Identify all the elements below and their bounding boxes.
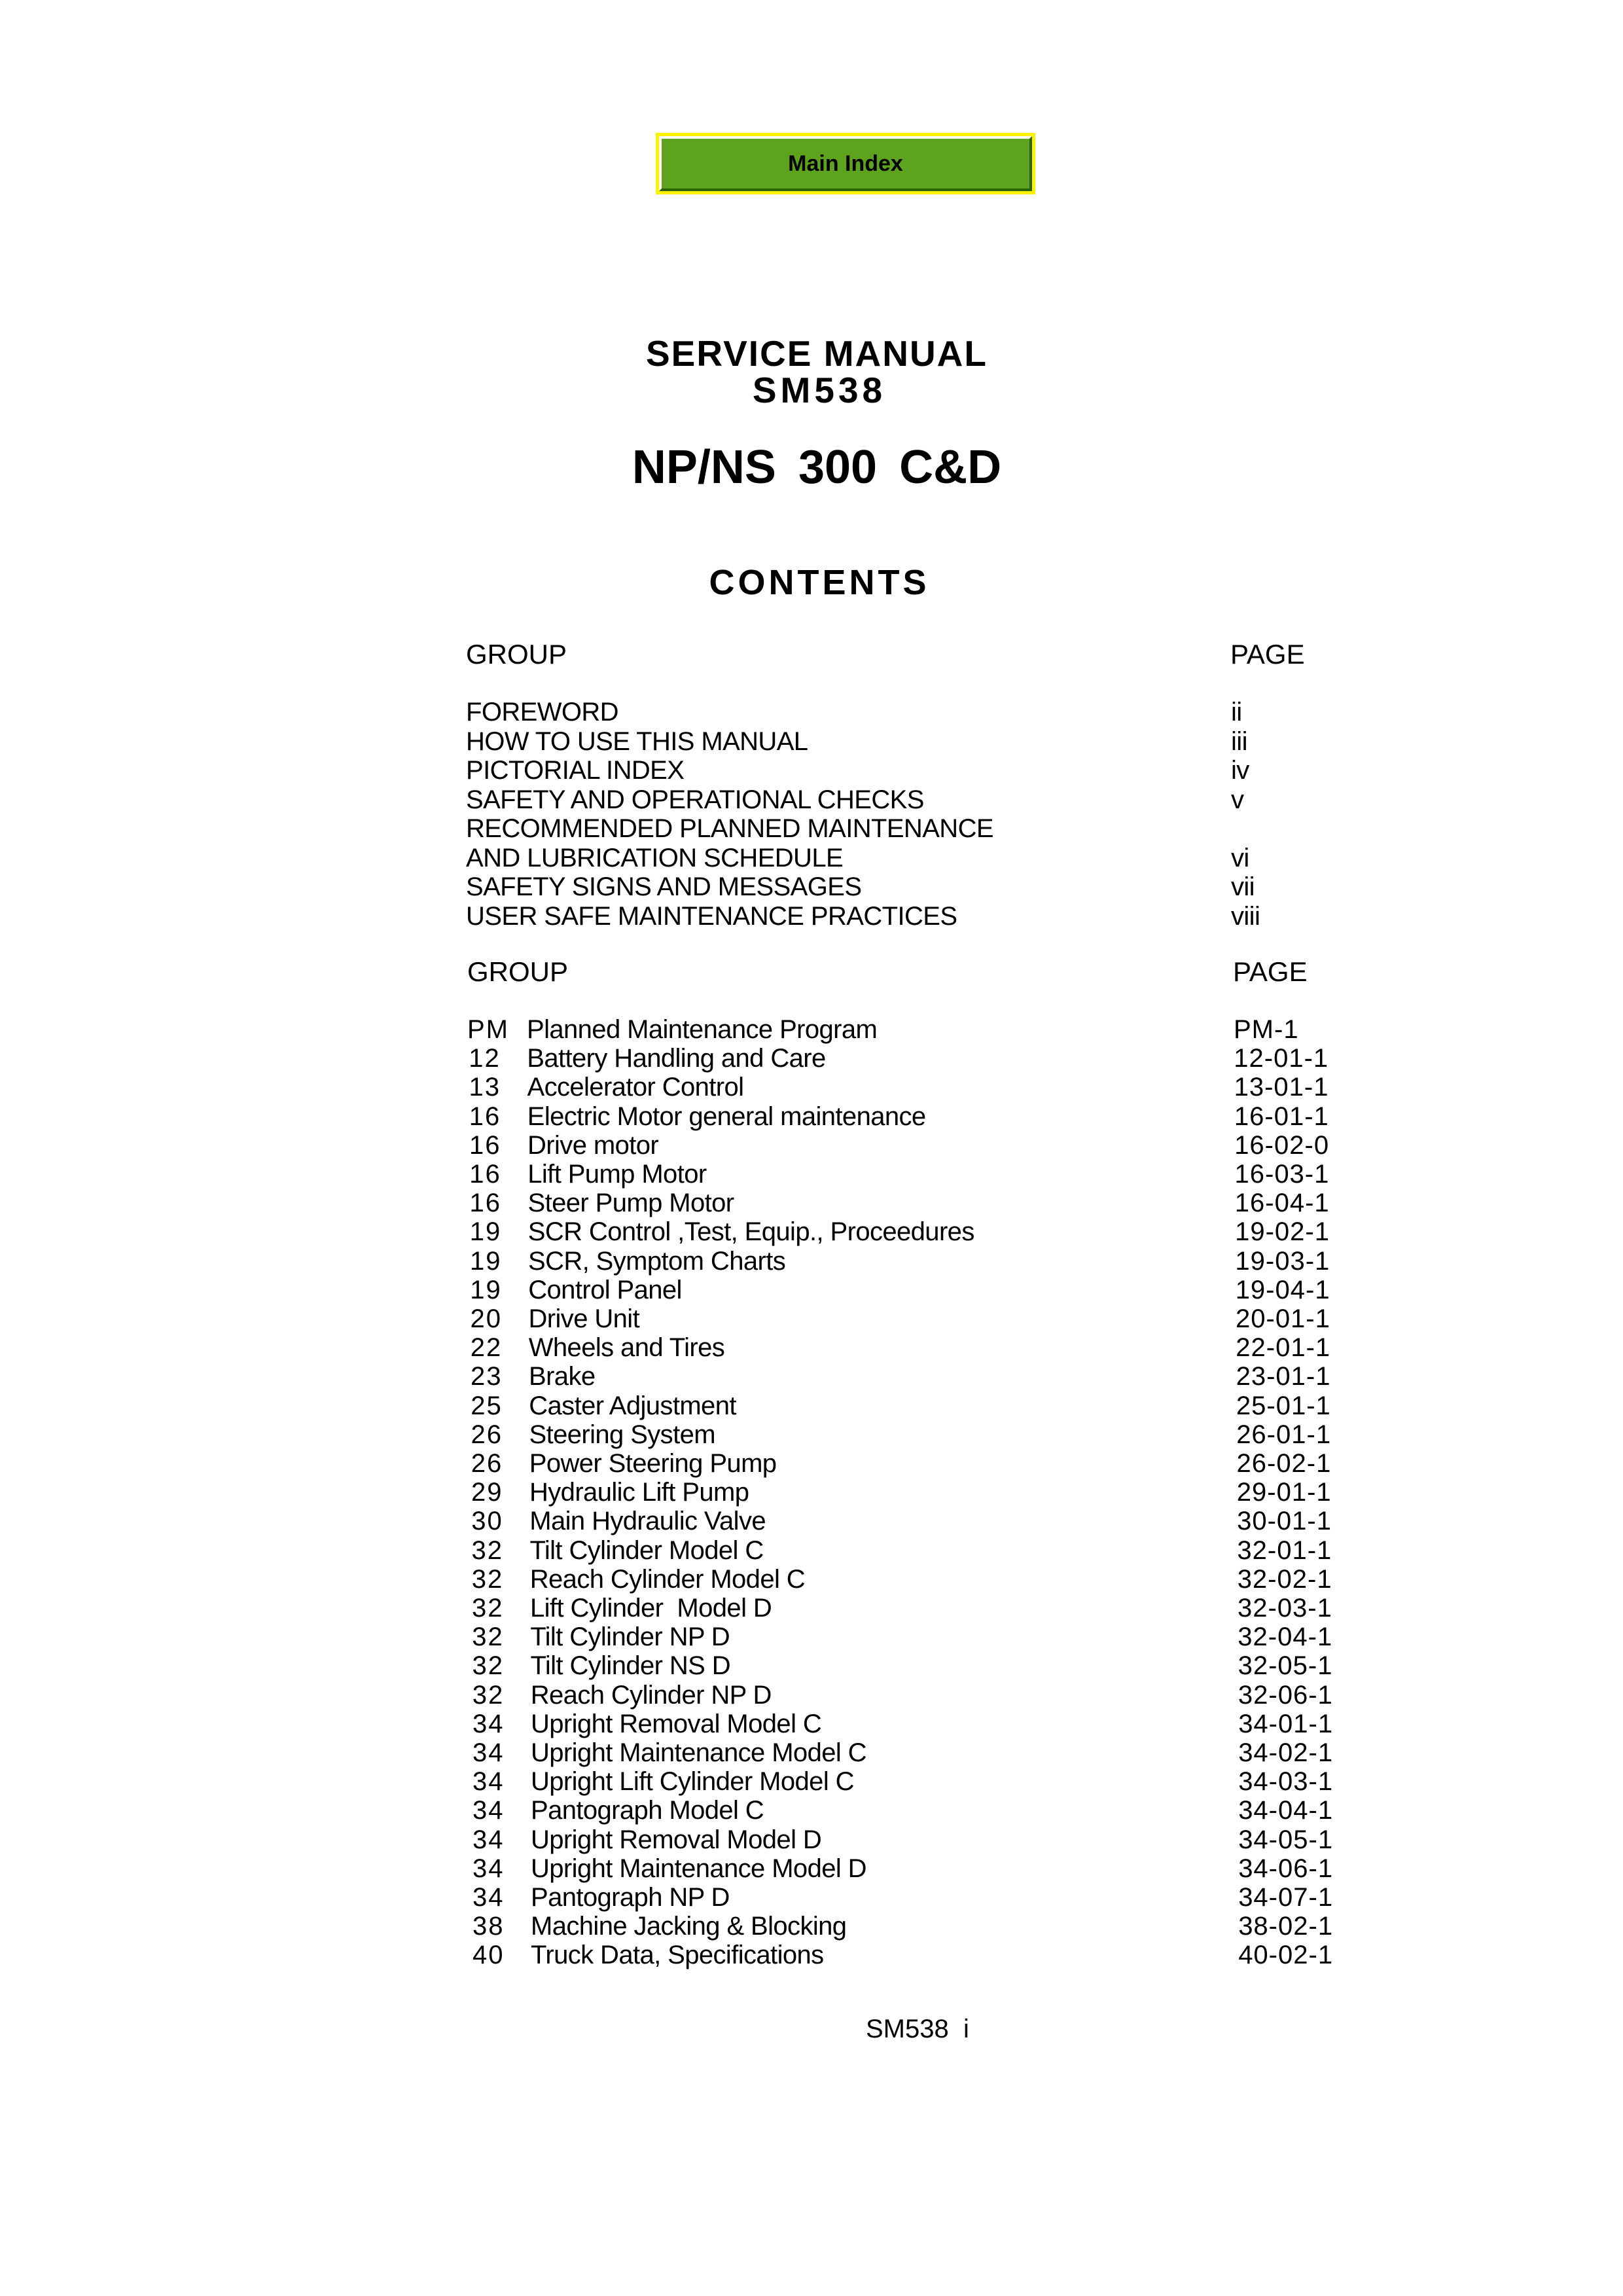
group-number: 25 [471,1391,503,1420]
group-number: 34 [473,1854,505,1883]
group-title: Reach Cylinder NP D [530,1680,772,1710]
front-matter-page: iii [1231,726,1247,756]
front-matter-page: v [1231,785,1244,814]
main-index-button[interactable] [659,136,1032,191]
group-number: 32 [472,1651,504,1681]
group-number: 16 [469,1102,501,1131]
group-title: Pantograph NP D [531,1883,730,1912]
group-page: 32-04-1 [1238,1623,1333,1652]
group-number: 13 [469,1073,501,1102]
group-title: Control Panel [528,1275,682,1304]
group-title: Pantograph Model C [531,1796,764,1825]
group-title: Hydraulic Lift Pump [529,1478,749,1507]
group-title: Upright Lift Cylinder Model C [531,1767,854,1797]
group-page: 26-01-1 [1236,1420,1332,1449]
group-number: 34 [473,1796,505,1825]
group-number: 32 [472,1594,504,1623]
group-page: 34-07-1 [1238,1883,1334,1912]
group-page: 19-03-1 [1235,1246,1330,1276]
group-page: 34-03-1 [1238,1767,1334,1797]
front-matter-title: SAFETY AND OPERATIONAL CHECKS [466,785,924,814]
group-number: 32 [471,1564,504,1594]
group-number: 30 [471,1507,503,1536]
group-title: SCR, Symptom Charts [528,1246,786,1276]
front-matter-title: SAFETY SIGNS AND MESSAGES [466,872,862,901]
group-title: Truck Data, Specifications [531,1941,824,1970]
group-title: Tilt Cylinder Model C [529,1535,764,1565]
front-matter-title: FOREWORD [466,698,618,726]
group-number: 34 [473,1767,505,1797]
front-matter-title: PICTORIAL INDEX [466,756,685,785]
group-page: 16-03-1 [1234,1160,1330,1189]
group-page: 40-02-1 [1238,1941,1334,1970]
group-number: 40 [473,1941,505,1970]
group-title: Electric Motor general maintenance [527,1102,926,1131]
group-title: Caster Adjustment [529,1391,736,1420]
group-page: 32-06-1 [1238,1680,1333,1710]
group-page: 16-04-1 [1234,1189,1330,1218]
group-page: 23-01-1 [1236,1362,1331,1391]
group-title: Upright Removal Model C [531,1709,822,1738]
main-index-button-frame [656,133,1035,194]
group-number: 34 [473,1825,505,1854]
page-footer: SM538 i [866,2015,969,2043]
group-page: 34-06-1 [1238,1854,1334,1883]
group-title: Planned Maintenance Program [527,1015,878,1044]
contents-heading: CONTENTS [709,563,930,602]
group-title: Steer Pump Motor [527,1189,734,1218]
front-matter-page: iv [1231,756,1249,785]
group-number: 19 [469,1217,502,1247]
group-page: 30-01-1 [1237,1507,1332,1536]
group-page: 32-03-1 [1238,1594,1332,1623]
manual-title: SERVICE MANUAL [645,333,988,374]
group-page: 13-01-1 [1234,1073,1329,1102]
front-matter-page: ii [1231,698,1242,726]
group-number: 38 [473,1912,505,1941]
group-number: 32 [472,1680,505,1710]
group-number: 19 [470,1275,502,1304]
group-page: 34-05-1 [1238,1825,1334,1854]
group-title: Upright Maintenance Model C [531,1738,866,1767]
group-title: Power Steering Pump [529,1449,777,1478]
front-matter-page: viii [1231,901,1260,931]
group-page: 32-02-1 [1237,1564,1332,1594]
group-title: Accelerator Control [527,1073,744,1102]
front-matter-group-header: GROUP [466,639,567,670]
group-title: Upright Maintenance Model D [531,1854,866,1883]
group-page: 16-01-1 [1234,1102,1329,1131]
group-title: Lift Cylinder Model D [530,1594,772,1623]
group-number: 34 [473,1883,505,1912]
group-page: 12-01-1 [1234,1044,1329,1073]
group-number: 26 [471,1449,503,1478]
front-matter-page-header: PAGE [1230,639,1305,670]
group-page: 26-02-1 [1236,1449,1332,1478]
group-number: 16 [469,1130,501,1160]
groups-page-header: PAGE [1233,956,1308,987]
group-number: 32 [472,1623,504,1652]
group-title: Tilt Cylinder NS D [530,1651,731,1681]
group-page: 32-01-1 [1237,1535,1332,1565]
group-title: Upright Removal Model D [531,1825,822,1854]
group-number: 19 [470,1246,502,1276]
group-number: 26 [471,1420,503,1449]
groups-group-header: GROUP [467,956,569,987]
group-title: Drive Unit [528,1304,640,1333]
group-page: 25-01-1 [1236,1391,1331,1420]
group-title: Tilt Cylinder NP D [530,1623,730,1652]
group-page: 38-02-1 [1238,1912,1334,1941]
group-number: 20 [470,1304,502,1333]
front-matter-page: vii [1231,872,1255,901]
group-title: Lift Pump Motor [527,1160,707,1189]
group-page: 34-04-1 [1238,1796,1334,1825]
group-number: 23 [471,1362,503,1391]
group-title: Drive motor [527,1130,659,1160]
group-page: 34-01-1 [1238,1709,1334,1738]
group-number: 32 [471,1535,503,1565]
group-page: 29-01-1 [1236,1478,1332,1507]
group-page: 34-02-1 [1238,1738,1334,1767]
group-number: 12 [469,1044,501,1073]
group-page: 20-01-1 [1236,1304,1330,1333]
group-page: 19-04-1 [1235,1275,1330,1304]
group-number: PM [467,1015,509,1044]
front-matter-title: AND LUBRICATION SCHEDULE [466,843,844,872]
group-title: SCR Control ,Test, Equip., Proceedures [527,1217,974,1247]
front-matter-title: HOW TO USE THIS MANUAL [466,726,808,756]
group-title: Brake [529,1362,596,1391]
group-number: 29 [471,1478,503,1507]
group-number: 34 [473,1709,505,1738]
front-matter-page: vi [1231,843,1249,872]
group-number: 34 [473,1738,505,1767]
model-title: NP/NS 300 C&D [632,441,1002,493]
group-page: PM-1 [1234,1015,1299,1044]
group-title: Wheels and Tires [528,1333,725,1363]
group-number: 16 [469,1189,501,1218]
group-title: Battery Handling and Care [527,1044,826,1073]
group-title: Reach Cylinder Model C [529,1564,806,1594]
group-page: 16-02-0 [1234,1130,1330,1160]
group-title: Steering System [529,1420,715,1449]
manual-number: SM538 [752,370,887,410]
front-matter-title: RECOMMENDED PLANNED MAINTENANCE [466,814,993,843]
group-page: 22-01-1 [1236,1333,1331,1363]
group-number: 22 [470,1333,503,1363]
front-matter-title: USER SAFE MAINTENANCE PRACTICES [466,901,957,931]
group-page: 32-05-1 [1238,1651,1333,1681]
group-title: Machine Jacking & Blocking [531,1912,847,1941]
group-number: 16 [469,1160,501,1189]
group-title: Main Hydraulic Valve [529,1507,766,1536]
group-page: 19-02-1 [1235,1217,1330,1247]
main-index-label: Main Index [788,151,903,176]
